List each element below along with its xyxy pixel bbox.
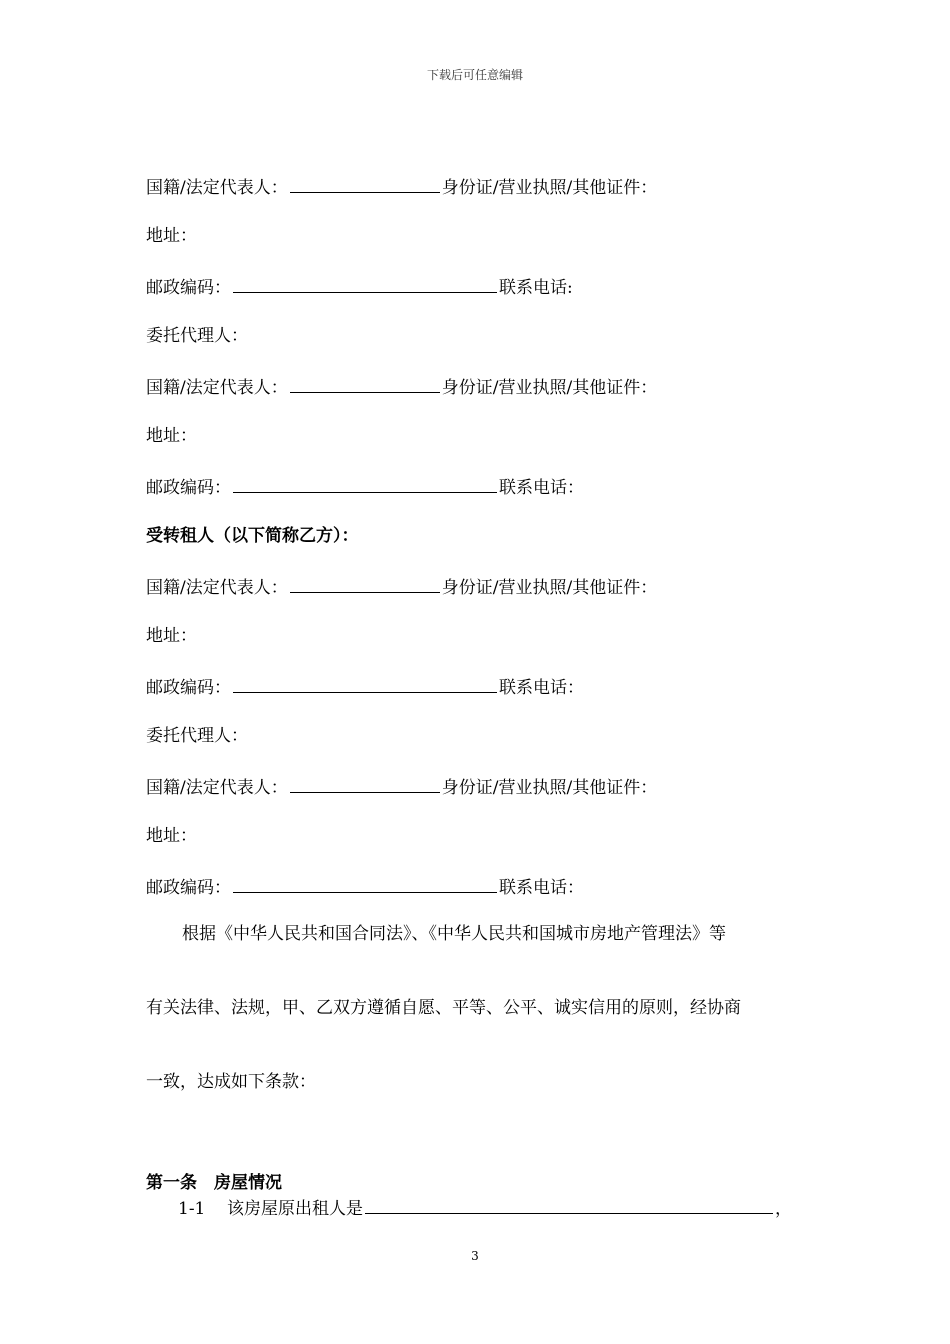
postal-line (146, 476, 584, 498)
postal-blank (233, 276, 497, 293)
address-line (146, 826, 197, 846)
party-b-heading: 受转租人（以下简称乙方）： (146, 526, 359, 546)
postal-line (146, 876, 584, 898)
intro-line-1: 根据《中华人民共和国合同法》、《中华人民共和国城市房地产管理法》等 (182, 924, 726, 944)
nationality-blank (290, 776, 440, 793)
clause-1-1 (178, 1197, 792, 1219)
clause-end: ， (775, 1199, 793, 1219)
phone-label: 联系电话： (499, 678, 584, 698)
intro-line-2: 有关法律、法规，甲、乙双方遵循自愿、平等、公平、诚实信用的原则，经协商 (146, 998, 741, 1018)
id-doc-label: 身份证/营业执照/其他证件： (441, 578, 658, 598)
original-lessor-blank (365, 1197, 773, 1214)
postal-label: 邮政编码： (146, 678, 231, 698)
clause-number: 1-1 (178, 1199, 206, 1219)
address-label: 地址： (146, 226, 197, 246)
address-label: 地址： (146, 426, 197, 446)
postal-label: 邮政编码： (146, 278, 231, 298)
phone-label: 联系电话： (499, 878, 584, 898)
intro-line-3: 一致，达成如下条款： (146, 1072, 316, 1092)
postal-blank (233, 876, 497, 893)
postal-blank (233, 476, 497, 493)
address-line (146, 426, 197, 446)
postal-line (146, 676, 584, 698)
nationality-line (146, 176, 657, 198)
phone-label: 联系电话： (499, 478, 584, 498)
postal-line (146, 276, 573, 298)
nationality-blank (290, 576, 440, 593)
id-doc-label: 身份证/营业执照/其他证件： (441, 778, 658, 798)
page-header: 下载后可任意编辑 (426, 68, 523, 82)
nationality-line (146, 376, 657, 398)
nationality-label: 国籍/法定代表人： (146, 178, 288, 198)
nationality-line (146, 576, 657, 598)
address-line (146, 626, 197, 646)
address-label: 地址： (146, 826, 197, 846)
agent-label: 委托代理人： (146, 326, 248, 346)
article-1-title: 第一条 房屋情况 (146, 1173, 282, 1193)
agent-line (146, 726, 248, 746)
id-doc-label: 身份证/营业执照/其他证件： (441, 178, 658, 198)
nationality-label: 国籍/法定代表人： (146, 578, 288, 598)
address-label: 地址： (146, 626, 197, 646)
nationality-blank (290, 376, 440, 393)
nationality-blank (290, 176, 440, 193)
phone-label: 联系电话: (499, 278, 573, 298)
clause-text: 该房屋原出租人是 (227, 1199, 364, 1219)
address-line (146, 226, 197, 246)
nationality-label: 国籍/法定代表人： (146, 778, 288, 798)
agent-line (146, 326, 248, 346)
nationality-label: 国籍/法定代表人： (146, 378, 288, 398)
postal-label: 邮政编码： (146, 878, 231, 898)
id-doc-label: 身份证/营业执照/其他证件： (441, 378, 658, 398)
postal-blank (233, 676, 497, 693)
agent-label: 委托代理人： (146, 726, 248, 746)
nationality-line (146, 776, 657, 798)
postal-label: 邮政编码： (146, 478, 231, 498)
page-number: 3 (471, 1249, 479, 1263)
